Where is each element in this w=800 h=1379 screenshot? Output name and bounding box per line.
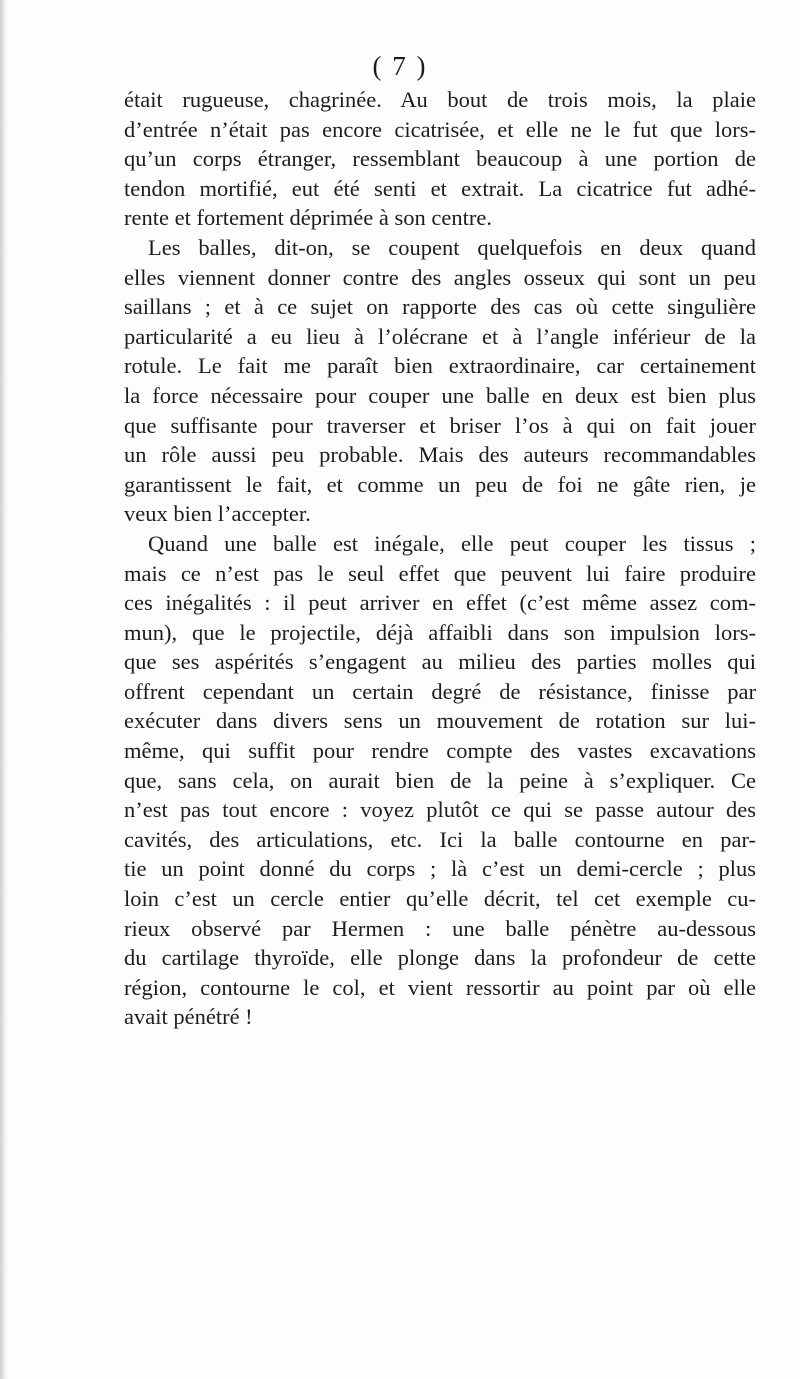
text-line: particularité a eu lieu à l’olécrane et à l’angle inférieur de la <box>124 323 756 349</box>
text-line: même, qui suffit pour rendre compte des vastes excavations <box>124 738 756 764</box>
text-line: tie un point donné du corps ; là c’est un demi-cercle ; plus <box>124 856 756 882</box>
text-line: un rôle aussi peu probable. Mais des auteurs recommandables <box>124 442 756 468</box>
text-line: était rugueuse, chagrinée. Au bout de trois mois, la plaie <box>124 87 756 112</box>
text-line: que suffisante pour traverser et briser l’os à qui on fait jouer <box>124 412 756 438</box>
text-line: que, sans cela, on aurait bien de la peine à s’expliquer. Ce <box>124 767 756 793</box>
text-line: mun), que le projectile, déjà affaibli dans son impulsion lors- <box>124 619 756 645</box>
text-line: ces inégalités : il peut arriver en effet (c’est même assez com- <box>124 590 756 616</box>
text-line: loin c’est un cercle entier qu’elle décrit, tel cet exemple cu- <box>124 886 756 912</box>
text-line: garantissent le fait, et comme un peu de foi ne gâte rien, je <box>124 471 756 497</box>
text-line: Les balles, dit-on, se coupent quelquefois en deux quand <box>148 234 756 260</box>
text-line: la force nécessaire pour couper une balle en deux est bien plus <box>124 382 756 408</box>
text-line: mais ce n’est pas le seul effet que peuvent lui faire produire <box>124 560 756 586</box>
text-line: saillans ; et à ce sujet on rapporte des cas où cette singulière <box>124 294 756 320</box>
text-line: n’est pas tout encore : voyez plutôt ce qui se passe autour des <box>124 797 756 823</box>
text-line: d’entrée n’était pas encore cicatrisée, et elle ne le fut que lors- <box>124 116 756 142</box>
text-line: rotule. Le fait me paraît bien extraordinaire, car certainement <box>124 353 756 379</box>
text-line: veux bien l’accepter. <box>124 501 311 527</box>
text-line: du cartilage thyroïde, elle plonge dans la profondeur de cette <box>124 945 756 971</box>
text-line: cavités, des articulations, etc. Ici la balle contourne en par- <box>124 826 756 852</box>
text-line: qu’un corps étranger, ressemblant beaucoup à une portion de <box>124 146 756 172</box>
body-text <box>124 85 756 1032</box>
text-line: rieux observé par Hermen : une balle pénètre au-dessous <box>124 915 756 941</box>
text-line: région, contourne le col, et vient ressortir au point par où elle <box>124 974 756 1000</box>
text-line: que ses aspérités s’engagent au milieu des parties molles qui <box>124 649 756 675</box>
text-line: rente et fortement déprimée à son centre. <box>124 205 492 231</box>
text-line: offrent cependant un certain degré de résistance, finisse par <box>124 678 756 704</box>
page-edge-shadow <box>0 0 8 1379</box>
text-line: elles viennent donner contre des angles osseux qui sont un peu <box>124 264 756 290</box>
text-line: exécuter dans divers sens un mouvement de rotation sur lui- <box>124 708 756 734</box>
page-number: ( 7 ) <box>372 51 428 81</box>
text-line: Quand une balle est inégale, elle peut couper les tissus ; <box>148 530 756 556</box>
text-line: avait pénétré ! <box>124 1004 253 1030</box>
text-line: tendon mortifié, eut été senti et extrait. La cicatrice fut adhé- <box>124 175 756 201</box>
